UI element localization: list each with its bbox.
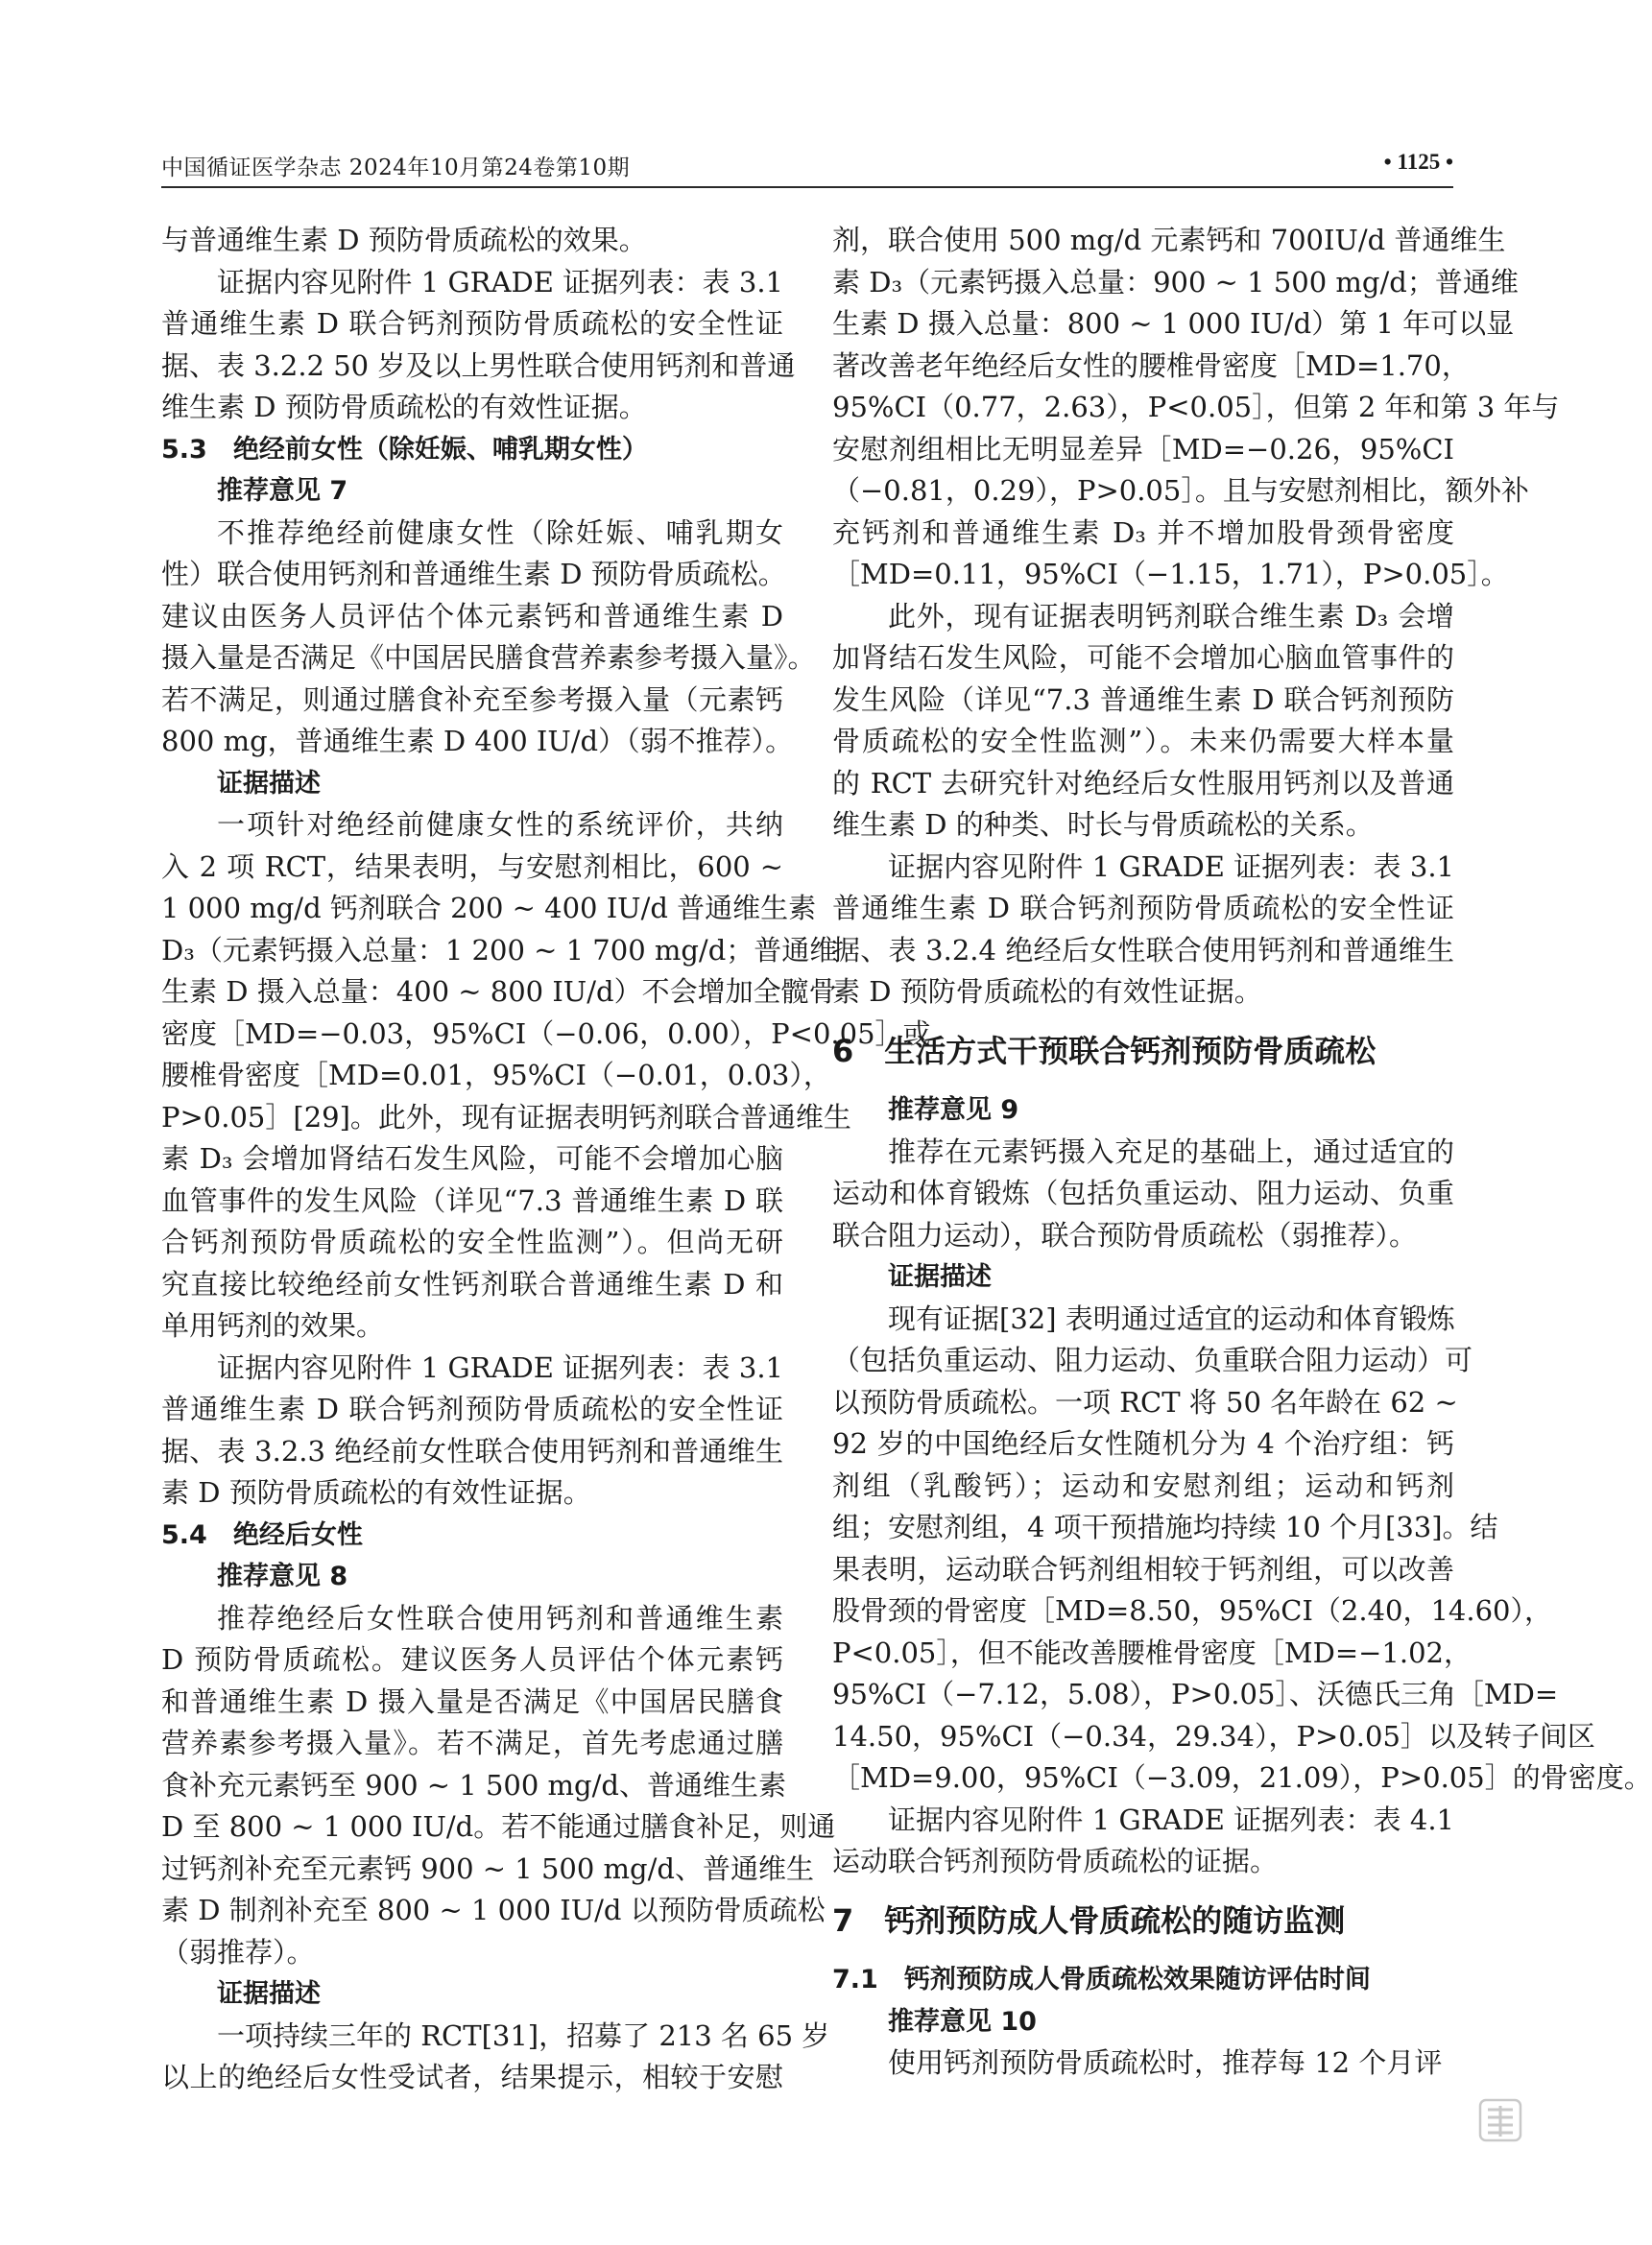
left-text-line: 腰椎骨密度［MD=0.01，95%CI（−0.01，0.03），: [161, 1059, 831, 1091]
left-text-line: D 至 800 ~ 1 000 IU/d。若不能通过膳食补足，则通: [161, 1810, 836, 1843]
right-text-line: 现有证据[32] 表明通过适宜的运动和体育锻炼: [888, 1302, 1455, 1335]
right-text-line: 以预防骨质疏松。一项 RCT 将 50 名年龄在 62 ~: [832, 1385, 1458, 1419]
right-text-line: 证据内容见附件 1 GRADE 证据列表：表 4.1: [888, 1803, 1454, 1836]
right-text-line: ［MD=0.11，95%CI（−1.15，1.71），P>0.05］。: [832, 558, 1509, 590]
journal-title: 中国循证医学杂志 2024年10月第24卷第10期: [161, 155, 631, 180]
left-text-line: D₃（元素钙摄入总量：1 200 ~ 1 700 mg/d；普通维: [161, 933, 838, 967]
section-heading: 6 生活方式干预联合钙剂预防骨质疏松: [832, 1032, 1377, 1069]
left-text-line: 血管事件的发生风险（详见“7.3 普通维生素 D 联: [161, 1183, 783, 1217]
left-text-line: 证据内容见附件 1 GRADE 证据列表：表 3.1: [217, 265, 783, 299]
left-text-line: 密度［MD=−0.03，95%CI（−0.06，0.00），P<0.05］或: [161, 1016, 931, 1050]
left-text-line: （弱推荐）。: [161, 1935, 315, 1969]
recommendation-label: 推荐意见 10: [888, 2006, 1037, 2037]
recommendation-label: 证据描述: [217, 1979, 321, 2009]
right-text-line: 著改善老年绝经后女性的腰椎骨密度［MD=1.70，: [832, 348, 1470, 382]
left-text-line: D 预防骨质疏松。建议医务人员评估个体元素钙: [161, 1643, 783, 1676]
left-text-line: 和普通维生素 D 摄入量是否满足《中国居民膳食: [161, 1684, 783, 1718]
right-text-line: 联合阻力运动），联合预防骨质疏松（弱推荐）。: [832, 1218, 1418, 1252]
running-header: [161, 146, 1453, 188]
right-text-line: 据、表 3.2.4 绝经后女性联合使用钙剂和普通维生: [832, 933, 1454, 967]
left-text-line: P>0.05］[29]。此外，现有证据表明钙剂联合普通维生: [161, 1100, 851, 1134]
right-text-line: 此外，现有证据表明钙剂联合维生素 D₃ 会增: [888, 599, 1454, 633]
recommendation-label: 推荐意见 7: [217, 476, 348, 506]
publisher-seal-icon: [1478, 2098, 1522, 2142]
subsection-heading: 5.4 绝经后女性: [161, 1519, 363, 1550]
recommendation-label: 证据描述: [888, 1262, 992, 1292]
left-text-line: 营养素参考摄入量》。若不满足，首先考虑通过膳: [161, 1727, 783, 1759]
left-text-line: 过钙剂补充至元素钙 900 ~ 1 500 mg/d、普通维生: [161, 1851, 814, 1885]
left-column: [161, 220, 931, 2099]
right-text-line: 充钙剂和普通维生素 D₃ 并不增加股骨颈骨密度: [832, 515, 1454, 549]
left-text-line: 与普通维生素 D 预防骨质疏松的效果。: [161, 224, 647, 256]
right-text-line: ［MD=9.00，95%CI（−3.09，21.09），P>0.05］的骨密度。: [832, 1761, 1652, 1794]
left-text-line: 究直接比较绝经前女性钙剂联合普通维生素 D 和: [161, 1267, 783, 1301]
right-text-line: 安慰剂组相比无明显差异［MD=−0.26，95%CI: [832, 432, 1454, 466]
left-text-line: 推荐绝经后女性联合使用钙剂和普通维生素: [217, 1601, 783, 1635]
left-text-line: 入 2 项 RCT，结果表明，与安慰剂相比，600 ~: [161, 849, 783, 883]
left-text-line: 素 D 预防骨质疏松的有效性证据。: [161, 1476, 591, 1509]
left-text-line: 维生素 D 预防骨质疏松的有效性证据。: [161, 391, 647, 423]
left-text-line: 食补充元素钙至 900 ~ 1 500 mg/d、普通维生素: [161, 1768, 786, 1802]
left-text-line: 素 D₃ 会增加肾结石发生风险，可能不会增加心脑: [161, 1142, 783, 1175]
left-text-line: 合钙剂预防骨质疏松的安全性监测”）。但尚无研: [161, 1226, 783, 1258]
left-text-line: 普通维生素 D 联合钙剂预防骨质疏松的安全性证: [161, 307, 783, 340]
left-text-line: 以上的绝经后女性受试者，结果提示，相较于安慰: [161, 2061, 783, 2093]
left-text-line: 一项持续三年的 RCT[31]，招募了 213 名 65 岁: [217, 2018, 830, 2052]
subsection-heading: 7.1 钙剂预防成人骨质疏松效果随访评估时间: [832, 1965, 1371, 1994]
right-text-line: 维生素 D 的种类、时长与骨质疏松的关系。: [832, 808, 1374, 841]
left-text-line: 普通维生素 D 联合钙剂预防骨质疏松的安全性证: [161, 1393, 783, 1425]
right-text-line: 骨质疏松的安全性监测”）。未来仍需要大样本量: [832, 725, 1454, 757]
left-text-line: 证据内容见附件 1 GRADE 证据列表：表 3.1: [217, 1350, 783, 1384]
left-text-line: 据、表 3.2.2 50 岁及以上男性联合使用钙剂和普通: [161, 348, 796, 382]
left-text-line: 性）联合使用钙剂和普通维生素 D 预防骨质疏松。: [161, 558, 786, 590]
right-text-line: 使用钙剂预防骨质疏松时，推荐每 12 个月评: [888, 2046, 1443, 2079]
right-text-line: 素 D 预防骨质疏松的有效性证据。: [832, 975, 1262, 1008]
left-text-line: 若不满足，则通过膳食补充至参考摄入量（元素钙: [161, 682, 783, 716]
right-text-line: 生素 D 摄入总量：800 ~ 1 000 IU/d）第 1 年可以显: [832, 307, 1515, 340]
left-text-line: 单用钙剂的效果。: [161, 1309, 385, 1342]
right-text-line: 的 RCT 去研究针对绝经后女性服用钙剂以及普通: [832, 766, 1454, 800]
left-text-line: 800 mg，普通维生素 D 400 IU/d）（弱不推荐）。: [161, 725, 794, 757]
right-column: [832, 220, 1652, 2085]
left-text-line: 1 000 mg/d 钙剂联合 200 ~ 400 IU/d 普通维生素: [161, 892, 817, 924]
left-text-line: 建议由医务人员评估个体元素钙和普通维生素 D: [161, 599, 783, 633]
right-text-line: 素 D₃（元素钙摄入总量：900 ~ 1 500 mg/d；普通维: [832, 265, 1519, 299]
right-text-line: 剂，联合使用 500 mg/d 元素钙和 700IU/d 普通维生: [832, 224, 1506, 256]
recommendation-label: 证据描述: [217, 768, 321, 799]
right-text-line: 普通维生素 D 联合钙剂预防骨质疏松的安全性证: [832, 892, 1454, 924]
right-text-line: 果表明，运动联合钙剂组相较于钙剂组，可以改善: [832, 1552, 1454, 1586]
right-text-line: 95%CI（0.77，2.63），P<0.05］，但第 2 年和第 3 年与: [832, 391, 1560, 423]
right-text-line: （包括负重运动、阻力运动、负重联合阻力运动）可: [832, 1344, 1473, 1376]
right-text-line: 运动和体育锻炼（包括负重运动、阻力运动、负重: [832, 1177, 1454, 1209]
right-text-line: 加肾结石发生风险，可能不会增加心脑血管事件的: [832, 641, 1454, 674]
left-text-line: 素 D 制剂补充至 800 ~ 1 000 IU/d 以预防骨质疏松: [161, 1894, 826, 1926]
left-text-line: 不推荐绝经前健康女性（除妊娠、哺乳期女: [217, 515, 783, 549]
right-text-line: 92 岁的中国绝经后女性随机分为 4 个治疗组：钙: [832, 1427, 1454, 1460]
right-text-line: 95%CI（−7.12，5.08），P>0.05］、沃德氏三角［MD=: [832, 1678, 1559, 1710]
right-text-line: 组；安慰剂组，4 项干预措施均持续 10 个月[33]。结: [832, 1511, 1498, 1543]
right-text-line: 股骨颈的骨密度［MD=8.50，95%CI（2.40，14.60），: [832, 1594, 1553, 1627]
right-text-line: （−0.81，0.29），P>0.05］。且与安慰剂相比，额外补: [832, 474, 1529, 507]
left-text-line: 生素 D 摄入总量：400 ~ 800 IU/d）不会增加全髋骨: [161, 975, 837, 1008]
right-text-line: 运动联合钙剂预防骨质疏松的证据。: [832, 1845, 1279, 1877]
right-text-line: 证据内容见附件 1 GRADE 证据列表：表 3.1: [888, 849, 1454, 883]
left-text-line: 据、表 3.2.3 绝经前女性联合使用钙剂和普通维生: [161, 1434, 783, 1468]
recommendation-label: 推荐意见 9: [888, 1095, 1019, 1125]
right-text-line: 14.50，95%CI（−0.34，29.34），P>0.05］以及转子间区: [832, 1719, 1595, 1753]
section-heading: 7 钙剂预防成人骨质疏松的随访监测: [832, 1901, 1346, 1939]
recommendation-label: 推荐意见 8: [217, 1562, 348, 1591]
right-text-line: 发生风险（详见“7.3 普通维生素 D 联合钙剂预防: [832, 682, 1454, 716]
page-number: • 1125 •: [1383, 150, 1453, 174]
subsection-heading: 5.3 绝经前女性（除妊娠、哺乳期女性）: [161, 434, 648, 465]
left-text-line: 一项针对绝经前健康女性的系统评价，共纳: [217, 808, 783, 841]
right-text-line: 剂组（乳酸钙）；运动和安慰剂组；运动和钙剂: [832, 1469, 1454, 1502]
right-text-line: 推荐在元素钙摄入充足的基础上，通过适宜的: [888, 1134, 1454, 1168]
left-text-line: 摄入量是否满足《中国居民膳食营养素参考摄入量》。: [161, 641, 816, 674]
right-text-line: P<0.05］，但不能改善腰椎骨密度［MD=−1.02，: [832, 1636, 1472, 1669]
